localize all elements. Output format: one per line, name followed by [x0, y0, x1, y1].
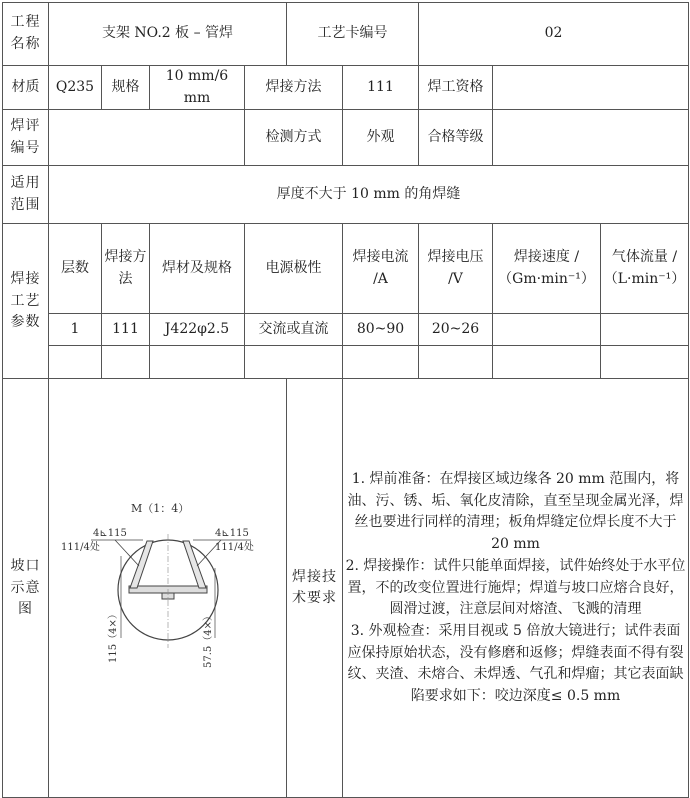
cell-layers: 1: [49, 314, 102, 346]
col-speed-header: 焊接速度 /（Gm·min⁻¹）: [493, 224, 601, 314]
row-material: [3, 66, 689, 110]
cell-current: 80~90: [343, 314, 419, 346]
row-param-headers: [3, 224, 689, 314]
welder-qualification-label: 焊工资格: [419, 66, 493, 110]
col-method-header: 焊接方法: [102, 224, 150, 314]
tech-requirements-label: 焊接技术要求: [287, 379, 343, 798]
requirement-item: 3. 外观检查：采用目视或 5 倍放大镜进行；试件表面应保持原始状态，没有修磨和返修；焊缝表面不得有裂纹、夹渣、未熔合、未焊透、气孔和焊瘤；其它表面缺陷要求如下：咬边深度≤ 0.5 mm: [347, 622, 684, 704]
requirement-item: 1. 焊前准备：在焊接区域边缘各 20 mm 范围内，将油、污、锈、垢、氧化皮清除，直至呈现金属光泽，焊丝也要进行同样的清理；板角焊缝定位焊长度不大于 20 mm: [347, 471, 684, 553]
col-current-header: 焊接电流 /A: [343, 224, 419, 314]
row-evaluation: [3, 110, 689, 166]
col-voltage-header: 焊接电压 /V: [419, 224, 493, 314]
groove-sketch: [51, 498, 284, 678]
material-value: Q235: [49, 66, 102, 110]
cell-filler: [150, 346, 245, 379]
col-filler-header: 焊材及规格: [150, 224, 245, 314]
row-sketch-requirements: [3, 379, 689, 798]
table-row: [3, 346, 689, 379]
right-dimension-text: 57.5（4×）: [202, 611, 214, 669]
right-weld-place: 111/4处: [214, 542, 254, 554]
left-weld-symbol: 4⊾115: [92, 528, 127, 540]
sketch-scale-text: M（1：4）: [130, 502, 189, 516]
cell-method: 111: [102, 314, 150, 346]
card-no-label: 工艺卡编号: [287, 3, 419, 66]
scope-value: 厚度不大于 10 mm 的角焊缝: [49, 166, 689, 224]
row-project: [3, 3, 689, 66]
cell-gas: [601, 346, 689, 379]
cell-voltage: [419, 346, 493, 379]
cell-gas: [601, 314, 689, 346]
welding-method-value: 111: [343, 66, 419, 110]
cell-layers: [49, 346, 102, 379]
tech-requirements-text: [343, 379, 689, 798]
welding-procedure-table: [2, 2, 689, 798]
cell-current: [343, 346, 419, 379]
cell-polarity: [245, 346, 343, 379]
col-layers-header: 层数: [49, 224, 102, 314]
cell-speed: [493, 314, 601, 346]
welding-method-label: 焊接方法: [245, 66, 343, 110]
table-row: [3, 314, 689, 346]
inspection-method-value: 外观: [343, 110, 419, 166]
cell-method: [102, 346, 150, 379]
material-label: 材质: [3, 66, 49, 110]
inspection-method-label: 检测方式: [245, 110, 343, 166]
welding-params-label: 焊接工艺参数: [3, 224, 49, 379]
right-weld-symbol: 4⊾115: [214, 528, 249, 540]
acceptance-grade-label: 合格等级: [419, 110, 493, 166]
col-gas-header: 气体流量 /（L·min⁻¹）: [601, 224, 689, 314]
groove-sketch-drawing: [55, 498, 281, 678]
spec-label: 规格: [102, 66, 150, 110]
left-weld-place: 111/4处: [60, 542, 100, 554]
left-dimension-text: 115（4×）: [107, 609, 119, 664]
col-polarity-header: 电源极性: [245, 224, 343, 314]
cell-voltage: 20~26: [419, 314, 493, 346]
acceptance-grade-value: [493, 110, 689, 166]
requirement-item: 2. 焊接操作：试件只能单面焊接，试件始终处于水平位置，不的改变位置进行施焊；焊道与坡口应熔合良好，圆滑过渡，注意层间对熔渣、飞溅的清理: [345, 557, 686, 618]
cell-polarity: 交流或直流: [245, 314, 343, 346]
evaluation-no-label: 焊评编号: [3, 110, 49, 166]
project-name-label: 工程名称: [3, 3, 49, 66]
cell-speed: [493, 346, 601, 379]
cell-filler: J422φ2.5: [150, 314, 245, 346]
welder-qualification-value: [493, 66, 689, 110]
scope-label: 适用范围: [3, 166, 49, 224]
groove-sketch-cell: [49, 379, 287, 798]
row-scope: [3, 166, 689, 224]
groove-sketch-label: 坡口示意图: [3, 379, 49, 798]
project-name-value: 支架 NO.2 板 – 管焊: [49, 3, 287, 66]
evaluation-no-value: [49, 110, 245, 166]
card-no-value: 02: [419, 3, 689, 66]
spec-value: 10 mm/6 mm: [150, 66, 245, 110]
